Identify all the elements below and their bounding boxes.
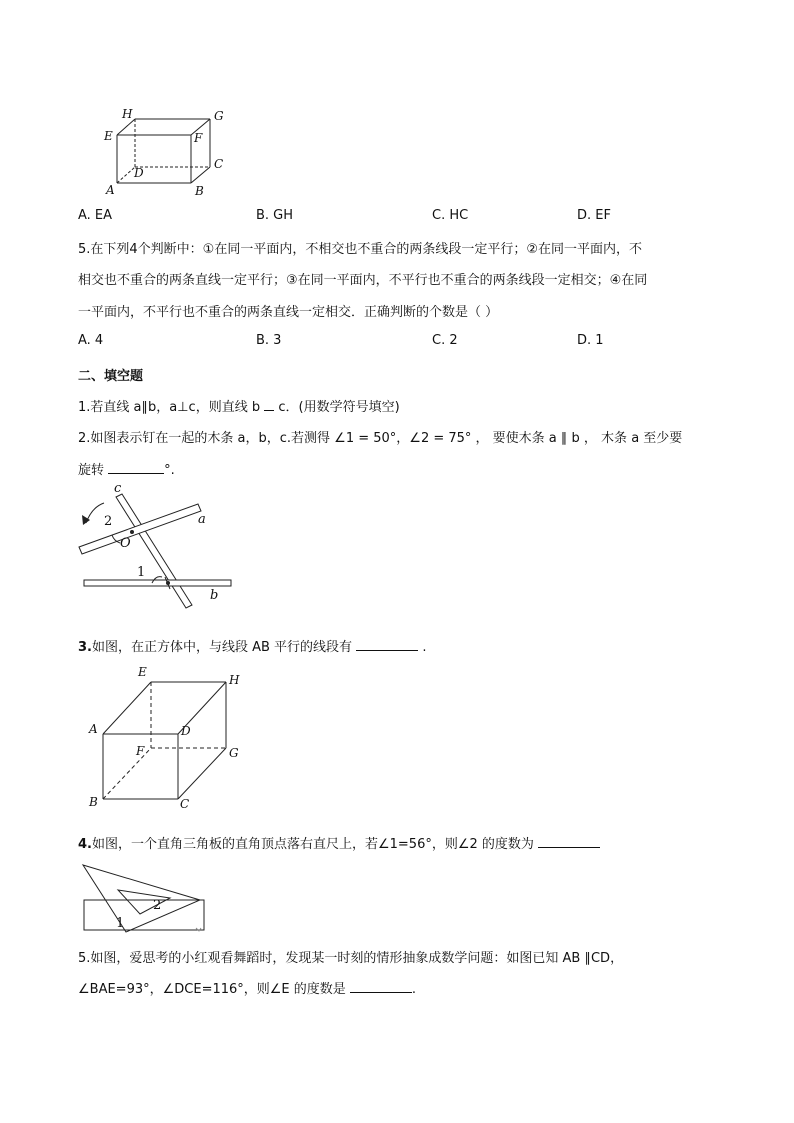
q5-line-2: 相交也不重合的两条直线一定平行；③在同一平面内，不平行也不重合的两条线段一定相交；④在同 bbox=[78, 273, 648, 288]
option-a: A. EA bbox=[78, 208, 113, 223]
q5-option-b: B. 3 bbox=[256, 333, 282, 348]
q5-option-d: D. 1 bbox=[577, 333, 604, 348]
fill1-text-b: c．(用数学符号填空) bbox=[274, 400, 400, 415]
sticks-figure bbox=[74, 481, 244, 610]
fill3-blank[interactable] bbox=[356, 638, 418, 651]
fill3-text-b: 如图，在正方体中，与线段 AB 平行的线段有 bbox=[91, 640, 357, 655]
q5-option-c: C. 2 bbox=[432, 333, 458, 348]
fill5-line-2 bbox=[78, 978, 416, 997]
option-c: C. HC bbox=[432, 208, 469, 223]
stick-label-b: b bbox=[210, 588, 219, 603]
option-b: B. GH bbox=[256, 208, 294, 223]
q5-line-1: 5.在下列4个判断中：①在同一平面内，不相交也不重合的两条线段一定平行；②在同一平面内，不 bbox=[78, 242, 642, 257]
fill5-line-1: 5.如图，爱思考的小红观看舞蹈时，发现某一时刻的情形抽象成数学问题：如图已知 AB ∥CD， bbox=[78, 951, 624, 966]
fill1-blank[interactable] bbox=[264, 398, 274, 411]
fill2-text-b: °. bbox=[164, 463, 175, 478]
fill2-text-a: 旋转 bbox=[78, 463, 109, 478]
stick-label-a: a bbox=[198, 512, 206, 527]
q5-option-a: A. 4 bbox=[78, 333, 104, 348]
triangle-ruler-figure bbox=[78, 860, 213, 935]
fill2-blank[interactable] bbox=[108, 461, 164, 474]
cube-label-g: G bbox=[229, 746, 239, 760]
fill5-text-b: . bbox=[411, 982, 417, 997]
vertex-label-d: D bbox=[134, 166, 144, 180]
cube-label-f: F bbox=[136, 744, 145, 758]
fill-question-1 bbox=[78, 396, 400, 415]
triangle-ruler-diagram bbox=[78, 860, 213, 935]
q5-line-3: 一平面内，不平行也不重合的两条直线一定相交．正确判断的个数是（ ） bbox=[78, 305, 499, 320]
cube-label-e: E bbox=[138, 665, 147, 679]
cube-label-d: D bbox=[181, 724, 191, 738]
cube-label-b: B bbox=[89, 795, 98, 809]
point-label-o: O bbox=[120, 536, 131, 551]
cube-label-c: C bbox=[180, 797, 190, 811]
fill3-number: 3. bbox=[78, 640, 92, 655]
sticks-diagram bbox=[74, 485, 244, 610]
vertex-label-g: G bbox=[214, 109, 224, 123]
stick-label-c: c bbox=[114, 481, 122, 496]
fill4-text-b: 如图，一个直角三角板的直角顶点落右直尺上，若∠1=56°，则∠2 的度数为 bbox=[91, 837, 539, 852]
cube-label-a: A bbox=[89, 722, 98, 736]
angle-label-1-fig4: 1 bbox=[116, 916, 125, 931]
fill4-number: 4. bbox=[78, 837, 92, 852]
option-d: D. EF bbox=[577, 208, 611, 223]
fill5-blank[interactable] bbox=[350, 980, 412, 993]
fill-question-4 bbox=[78, 833, 600, 852]
fill2-line-2 bbox=[78, 459, 175, 478]
cube-figure bbox=[86, 662, 246, 812]
cube-diagram bbox=[86, 662, 246, 812]
angle-label-1: 1 bbox=[137, 565, 146, 580]
section-title: 二、填空题 bbox=[78, 369, 144, 384]
vertex-label-b: B bbox=[195, 184, 204, 198]
vertex-label-f: F bbox=[194, 131, 203, 145]
fill4-blank[interactable] bbox=[538, 835, 600, 848]
vertex-label-e: E bbox=[104, 129, 113, 143]
fill2-line-1: 2.如图表示钉在一起的木条 a，b，c.若测得 ∠1 = 50°，∠2 = 75° ， 要使木条 a ∥ b ， 木条 a 至少要 bbox=[78, 431, 683, 446]
vertex-label-h: H bbox=[122, 107, 133, 121]
vertex-label-c: C bbox=[214, 157, 224, 171]
vertex-label-a: A bbox=[106, 183, 115, 197]
fill3-text-c: . bbox=[418, 640, 427, 655]
angle-label-2-fig4: 2 bbox=[153, 898, 162, 913]
cuboid-figure bbox=[100, 105, 240, 200]
fill5-text-a: ∠BAE=93°，∠DCE=116°，则∠E 的度数是 bbox=[78, 982, 350, 997]
fill-question-3 bbox=[78, 636, 426, 655]
fill1-text-a: 1.若直线 a∥b，a⊥c，则直线 b bbox=[78, 400, 265, 415]
cube-label-h: H bbox=[229, 673, 240, 687]
angle-label-2: 2 bbox=[104, 514, 113, 529]
